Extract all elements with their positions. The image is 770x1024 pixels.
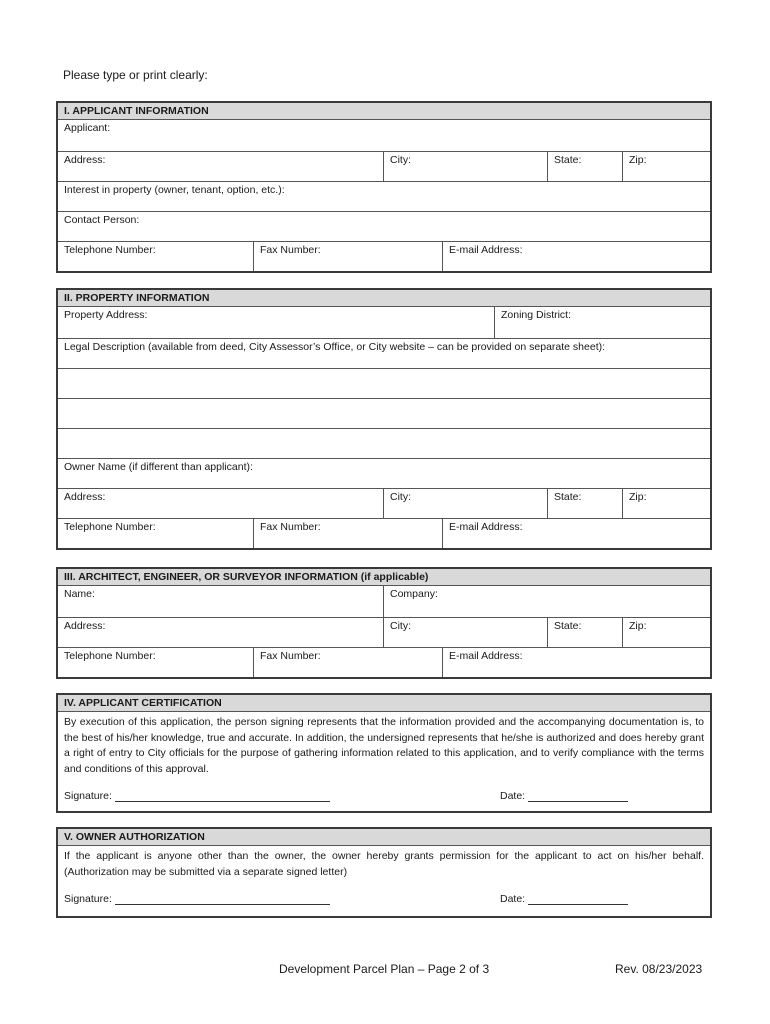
zoning-district-field[interactable] — [494, 307, 710, 338]
owner-email-field[interactable] — [442, 519, 710, 548]
owner-name-field[interactable] — [58, 459, 710, 488]
legal-description-line[interactable] — [58, 429, 710, 458]
telephone-label: Telephone Number: — [64, 521, 156, 533]
contact-person-label: Contact Person: — [64, 214, 140, 226]
footer-page-label: Development Parcel Plan – Page 2 of 3 — [279, 962, 490, 976]
zip-field[interactable] — [622, 152, 710, 181]
signature-label: Signature: — [64, 790, 112, 802]
state-label: State: — [554, 620, 582, 632]
owner-name-label: Owner Name (if different than applicant): — [64, 461, 253, 473]
zip-label: Zip: — [629, 620, 647, 632]
signature-field[interactable] — [64, 790, 500, 802]
state-field[interactable] — [547, 152, 622, 181]
owner-signature-line[interactable] — [115, 894, 330, 905]
authorization-text: If the applicant is anyone other than the owner, the owner hereby grants permission for the applicant to act on his/her behalf. (Authorization may be submitted via a separate signed letter) — [64, 850, 704, 878]
company-field[interactable] — [383, 586, 710, 617]
section-title: V. OWNER AUTHORIZATION — [58, 829, 710, 846]
certification-text: By execution of this application, the person signing represents that the information provided and the accompanying documentation is, to the best of his/her knowledge, true and accurate. In addition, the undersigned represents that he/she is authorized and does hereby grant a right of entry to City officials for the purpose of gathering information related to this application, and to verify compliance with the terms and conditions of this approval. — [64, 716, 704, 775]
property-information-section — [56, 288, 712, 550]
owner-signature-field[interactable] — [64, 893, 500, 905]
name-field[interactable] — [58, 586, 383, 617]
city-label: City: — [390, 154, 411, 166]
architect-zip-field[interactable] — [622, 618, 710, 647]
legal-description-line[interactable] — [58, 369, 710, 398]
interest-label: Interest in property (owner, tenant, option, etc.): — [64, 184, 285, 196]
zip-label: Zip: — [629, 491, 647, 503]
architect-email-field[interactable] — [442, 648, 710, 677]
state-label: State: — [554, 491, 582, 503]
date-label: Date: — [500, 790, 526, 802]
owner-date-field[interactable] — [500, 893, 628, 905]
owner-telephone-field[interactable] — [58, 519, 253, 548]
signature-label: Signature: — [64, 893, 112, 905]
owner-address-field[interactable] — [58, 489, 383, 518]
applicant-certification-section — [56, 693, 712, 813]
architect-information-section — [56, 567, 712, 679]
interest-field[interactable] — [58, 182, 710, 211]
fax-label: Fax Number: — [260, 244, 321, 256]
address-field[interactable] — [58, 152, 383, 181]
date-label: Date: — [500, 893, 526, 905]
section-title: III. ARCHITECT, ENGINEER, OR SURVEYOR INFORMATION (if applicable) — [58, 569, 710, 586]
legal-description-field[interactable] — [58, 339, 710, 368]
date-line[interactable] — [528, 791, 628, 802]
architect-telephone-field[interactable] — [58, 648, 253, 677]
company-label: Company: — [390, 588, 438, 600]
owner-state-field[interactable] — [547, 489, 622, 518]
property-address-label: Property Address: — [64, 309, 148, 321]
zoning-district-label: Zoning District: — [501, 309, 572, 321]
owner-authorization-section — [56, 827, 712, 918]
architect-address-field[interactable] — [58, 618, 383, 647]
city-label: City: — [390, 491, 411, 503]
owner-date-line[interactable] — [528, 894, 628, 905]
owner-zip-field[interactable] — [622, 489, 710, 518]
email-label: E-mail Address: — [449, 650, 523, 662]
section-title: I. APPLICANT INFORMATION — [58, 103, 710, 120]
owner-fax-field[interactable] — [253, 519, 442, 548]
applicant-information-section — [56, 101, 712, 273]
city-label: City: — [390, 620, 411, 632]
telephone-label: Telephone Number: — [64, 650, 156, 662]
address-label: Address: — [64, 491, 106, 503]
section-title: IV. APPLICANT CERTIFICATION — [58, 695, 710, 712]
telephone-field[interactable] — [58, 242, 253, 271]
fax-label: Fax Number: — [260, 521, 321, 533]
address-label: Address: — [64, 620, 106, 632]
applicant-label: Applicant: — [64, 122, 111, 134]
zip-label: Zip: — [629, 154, 647, 166]
architect-state-field[interactable] — [547, 618, 622, 647]
address-label: Address: — [64, 154, 106, 166]
email-label: E-mail Address: — [449, 521, 523, 533]
legal-description-label: Legal Description (available from deed, City Assessor’s Office, or City website – can be provided on separate sheet): — [64, 341, 606, 353]
city-field[interactable] — [383, 152, 547, 181]
telephone-label: Telephone Number: — [64, 244, 156, 256]
architect-fax-field[interactable] — [253, 648, 442, 677]
signature-line[interactable] — [115, 791, 330, 802]
name-label: Name: — [64, 588, 95, 600]
email-label: E-mail Address: — [449, 244, 523, 256]
owner-city-field[interactable] — [383, 489, 547, 518]
architect-city-field[interactable] — [383, 618, 547, 647]
email-field[interactable] — [442, 242, 710, 271]
applicant-field[interactable] — [58, 120, 710, 151]
contact-person-field[interactable] — [58, 212, 710, 241]
footer-revision: Rev. 08/23/2023 — [615, 962, 703, 976]
intro-text: Please type or print clearly: — [63, 68, 208, 82]
property-address-field[interactable] — [58, 307, 494, 338]
legal-description-line[interactable] — [58, 399, 710, 428]
state-label: State: — [554, 154, 582, 166]
date-field[interactable] — [500, 790, 628, 802]
fax-field[interactable] — [253, 242, 442, 271]
section-title: II. PROPERTY INFORMATION — [58, 290, 710, 307]
fax-label: Fax Number: — [260, 650, 321, 662]
